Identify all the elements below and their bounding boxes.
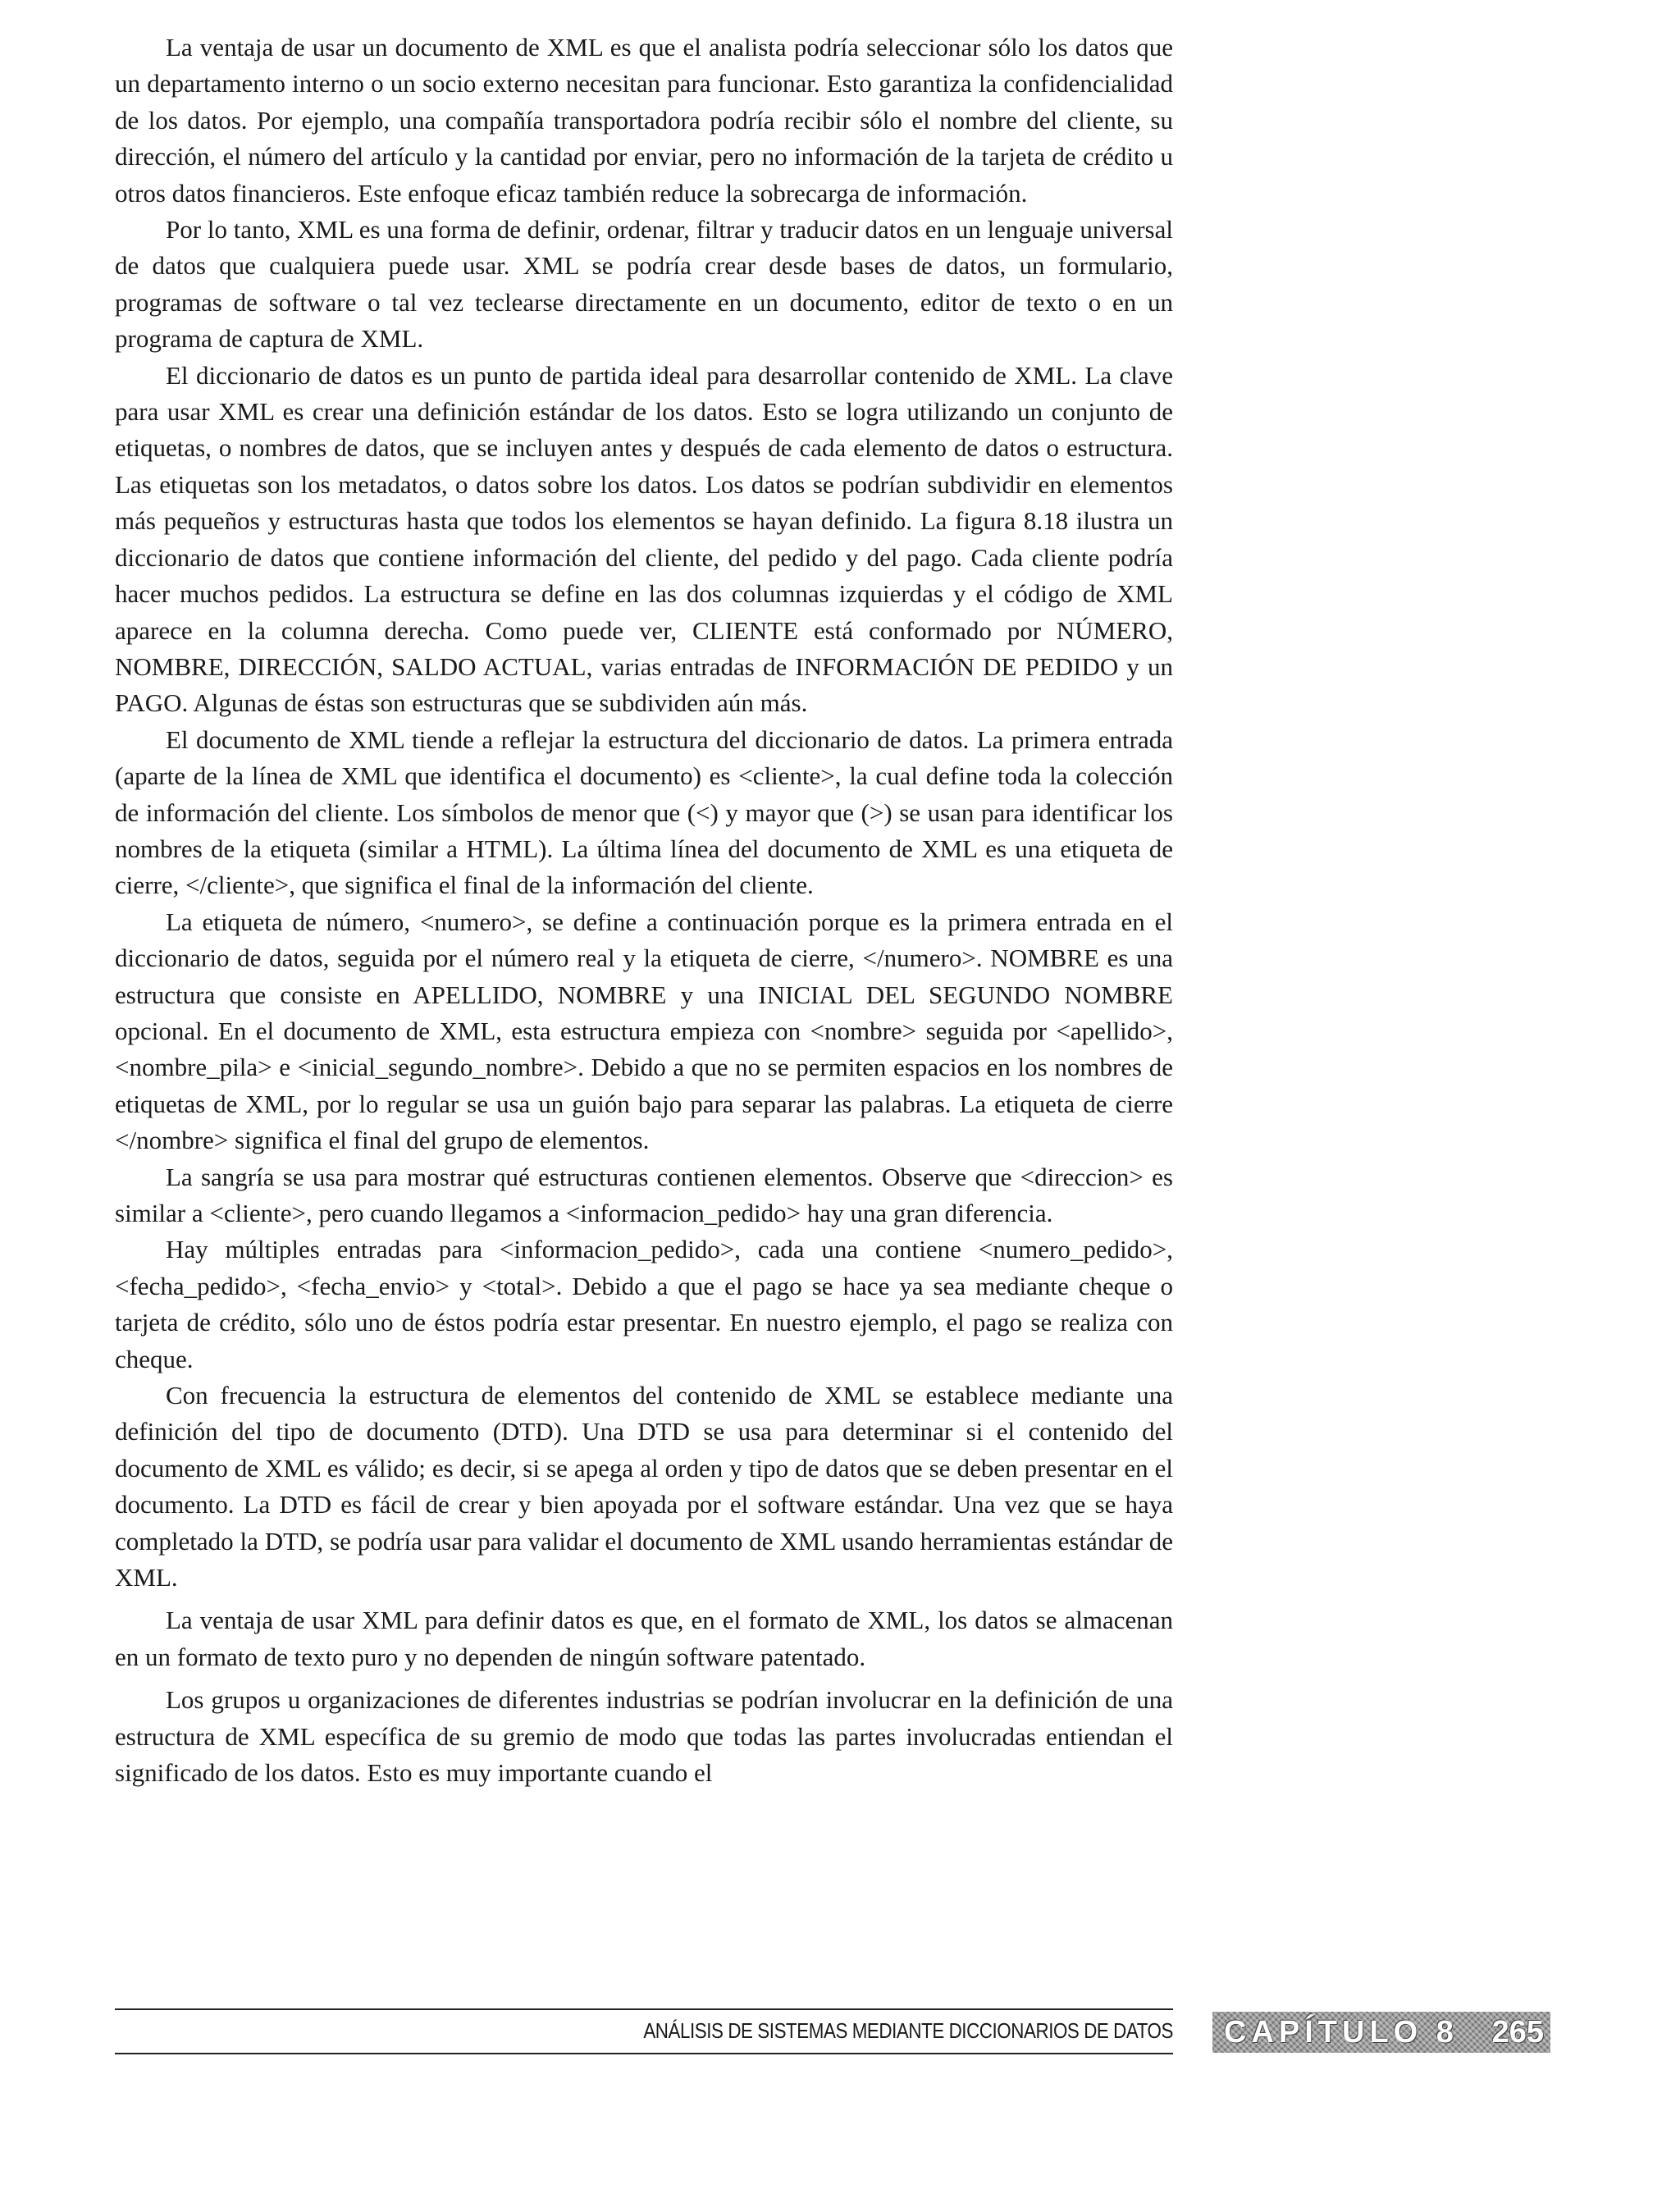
running-title: ANÁLISIS DE SISTEMAS MEDIANTE DICCIONARIOS DE DATOS xyxy=(643,2018,1173,2043)
chapter-tab xyxy=(1212,2012,1550,2053)
page-number: 265 xyxy=(1491,2015,1544,2049)
paragraph-3: El diccionario de datos es un punto de partida ideal para desarrollar contenido de XML. La clave para usar XML es crear una definición estándar de los datos. Esto se logra utilizando un conjunto de etiquetas, o nombres de datos, que se incluyen antes y después de cada elemento de datos o estructura. Las etiquetas son los metadatos, o datos sobre los datos. Los datos se podrían subdividir en elementos más pequeños y estructuras hasta que todos los elementos se hayan definido. La figura 8.18 ilustra un diccionario de datos que contiene información del cliente, del pedido y del pago. Cada cliente podría hacer muchos pedidos. La estructura se define en las dos columnas izquierdas y el código de XML aparece en la columna derecha. Como puede ver, CLIENTE está conformado por NÚMERO, NOMBRE, DIRECCIÓN, SALDO ACTUAL, varias entradas de INFORMACIÓN DE PEDIDO y un PAGO. Algunas de éstas son estructuras que se subdividen aún más. xyxy=(115,360,1173,718)
paragraph-7: Hay múltiples entradas para <informacion_pedido>, cada una contiene <numero_pedido>, <fecha_pedido>, <fecha_envio> y <total>. Debido a que el pago se hace ya sea mediante cheque o tarjeta de crédito, sólo uno de éstos podría estar presentar. En nuestro ejemplo, el pago se realiza con cheque. xyxy=(115,1235,1173,1373)
chapter-label: CAPÍTULO 8 xyxy=(1224,2015,1459,2049)
paragraph-8: Con frecuencia la estructura de elementos del contenido de XML se establece mediante una definición del tipo de documento (DTD). Una DTD se usa para determinar si el contenido del documento de XML es válido; es decir, si se apega al orden y tipo de datos que se deben presentar en el documento. La DTD es fácil de crear y bien apoyada por el software estándar. Una vez que se haya completado la DTD, se podría usar para validar el documento de XML usando herramientas estándar de XML. xyxy=(115,1381,1173,1592)
paragraph-2: Por lo tanto, XML es una forma de definir, ordenar, filtrar y traducir datos en un lenguaje universal de datos que cualquiera puede usar. XML se podría crear desde bases de datos, un formulario, programas de software o tal vez teclearse directamente en un documento, editor de texto o en un programa de captura de XML. xyxy=(115,215,1173,354)
paragraph-1: La ventaja de usar un documento de XML es que el analista podría seleccionar sólo los datos que un departamento interno o un socio externo necesitan para funcionar. Esto garantiza la confidencialidad de los datos. Por ejemplo, una compañía transportadora podría recibir sólo el nombre del cliente, su dirección, el número del artículo y la cantidad por enviar, pero no información de la tarjeta de crédito u otros datos financieros. Este enfoque eficaz también reduce la sobrecarga de información. xyxy=(115,33,1173,208)
paragraph-5: La etiqueta de número, <numero>, se define a continuación porque es la primera entrada en el diccionario de datos, seguida por el número real y la etiqueta de cierre, </numero>. NOMBRE es una estructura que consiste en APELLIDO, NOMBRE y una INICIAL DEL SEGUNDO NOMBRE opcional. En el documento de XML, esta estructura empieza con <nombre> seguida por <apellido>, <nombre_pila> e <inicial_segundo_nombre>. Debido a que no se permiten espacios en los nombres de etiquetas de XML, por lo regular se usa un guión bajo para separar las palabras. La etiqueta de cierre </nombre> significa el final del grupo de elementos. xyxy=(115,907,1173,1155)
paragraph-9: La ventaja de usar XML para definir datos es que, en el formato de XML, los datos se almacenan en un formato de texto puro y no dependen de ningún software patentado. xyxy=(115,1606,1173,1671)
paragraph-6: La sangría se usa para mostrar qué estructuras contienen elementos. Observe que <direccion> es similar a <cliente>, pero cuando llegamos a <informacion_pedido> hay una gran diferencia. xyxy=(115,1162,1173,1227)
footer-rule-top xyxy=(115,2008,1173,2010)
paragraph-10: Los grupos u organizaciones de diferentes industrias se podrían involucrar en la definición de una estructura de XML específica de su gremio de modo que todas las partes involucradas entiendan el significado de los datos. Esto es muy importante cuando el xyxy=(115,1685,1173,1788)
footer-rule-bottom xyxy=(115,2053,1173,2054)
paragraph-4: El documento de XML tiende a reflejar la estructura del diccionario de datos. La primera entrada (aparte de la línea de XML que identifica el documento) es <cliente>, la cual define toda la colección de información del cliente. Los símbolos de menor que (<) y mayor que (>) se usan para identificar los nombres de la etiqueta (similar a HTML). La última línea del documento de XML es una etiqueta de cierre, </cliente>, que significa el final de la información del cliente. xyxy=(115,724,1173,900)
body-text xyxy=(115,30,1173,1792)
